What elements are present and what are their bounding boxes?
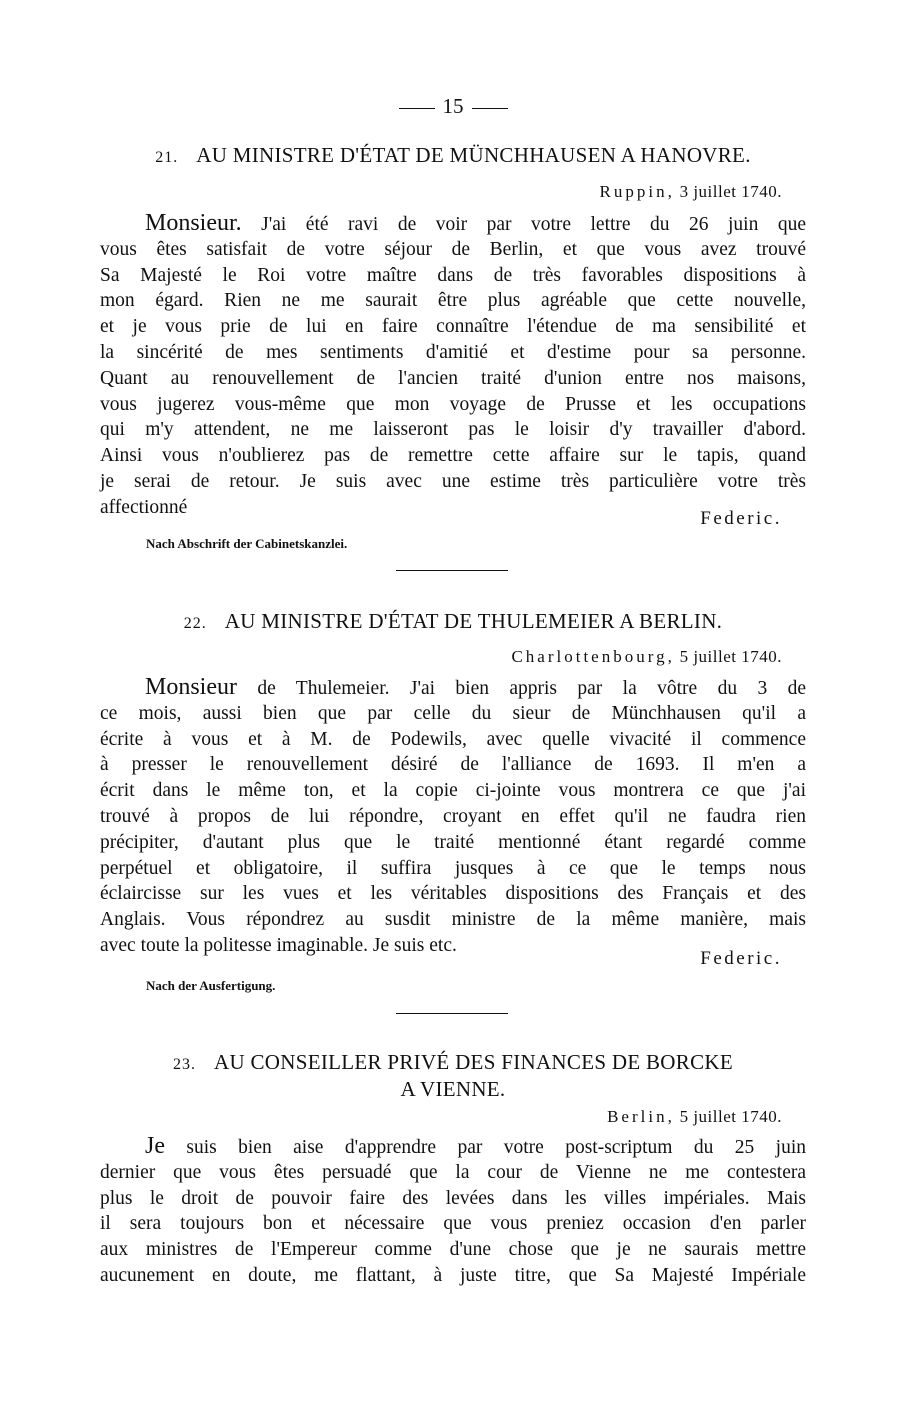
letter-22-source-note: Nach der Ausfertigung. bbox=[146, 978, 276, 993]
dateline-date: 5 juillet 1740. bbox=[679, 647, 782, 666]
dateline-place: Berlin, bbox=[607, 1107, 675, 1126]
body-line: Monsieur. J'ai été ravi de voir par votre lettre du 26 juin que bbox=[145, 210, 806, 236]
page-number-dash-right bbox=[472, 108, 508, 109]
letter-number: 21. bbox=[155, 149, 179, 166]
body-line: Anglais. Vous répondrez au susdit ministre de la même manière, mais bbox=[100, 909, 806, 931]
letter-23-dateline bbox=[607, 1107, 782, 1127]
letter-22-body bbox=[100, 675, 806, 959]
dateline-place: Charlottenbourg, bbox=[511, 647, 675, 666]
body-line: aux ministres de l'Empereur comme d'une chose que je ne saurais mettre bbox=[100, 1239, 806, 1261]
letter-21-signature: Federic. bbox=[700, 508, 782, 529]
body-line: écrite à vous et à M. de Podewils, avec quelle vivacité il commence bbox=[100, 728, 806, 750]
body-line: qui m'y attendent, ne me laisseront pas le loisir d'y travailler d'abord. bbox=[100, 419, 806, 441]
section-separator bbox=[396, 570, 508, 571]
letter-23-title-continued bbox=[100, 1077, 806, 1102]
letter-21-body bbox=[100, 211, 806, 521]
letter-heading-line-1: AU CONSEILLER PRIVÉ DES FINANCES DE BORCKE bbox=[214, 1050, 733, 1074]
body-line: Quant au renouvellement de l'ancien traité d'union entre nos maisons, bbox=[100, 367, 806, 389]
body-line: ce mois, aussi bien que par celle du sieur de Münchhausen qu'il a bbox=[100, 702, 806, 724]
body-line: Ainsi vous n'oublierez pas de remettre cette affaire sur le tapis, quand bbox=[100, 445, 806, 467]
section-separator bbox=[396, 1013, 508, 1014]
dateline-place: Ruppin, bbox=[599, 182, 675, 201]
letter-23-body bbox=[100, 1134, 806, 1289]
letter-23-title bbox=[100, 1050, 806, 1075]
letter-22-dateline bbox=[511, 647, 782, 667]
dateline-date: 5 juillet 1740. bbox=[679, 1107, 782, 1126]
first-word: Monsieur bbox=[145, 674, 237, 700]
body-line: plus le droit de pouvoir faire des levées dans les villes impériales. Mais bbox=[100, 1187, 806, 1209]
letter-22-signature: Federic. bbox=[700, 948, 782, 969]
letter-heading: AU MINISTRE D'ÉTAT DE MÜNCHHAUSEN A HANOVRE. bbox=[196, 143, 751, 167]
body-line: Sa Majesté le Roi votre maître dans de très favorables dispositions à bbox=[100, 264, 806, 286]
dateline-date: 3 juillet 1740. bbox=[679, 182, 782, 201]
body-line: dernier que vous êtes persuadé que la cour de Vienne ne me contestera bbox=[100, 1161, 806, 1183]
body-line: aucunement en doute, me flattant, à juste titre, que Sa Majesté Impériale bbox=[100, 1264, 806, 1286]
body-line: affectionné bbox=[100, 496, 188, 518]
body-line: trouvé à propos de lui répondre, croyant en effet qu'il ne faudra rien bbox=[100, 805, 806, 827]
body-line: avec toute la politesse imaginable. Je suis etc. bbox=[100, 934, 457, 956]
page-number bbox=[100, 94, 806, 119]
letter-number: 23. bbox=[173, 1056, 197, 1073]
body-line: à presser le renouvellement désiré de l'alliance de 1693. Il m'en a bbox=[100, 754, 806, 776]
letter-heading-line-2: A VIENNE. bbox=[400, 1077, 506, 1101]
body-line: Je suis bien aise d'apprendre par votre post-scriptum du 25 juin bbox=[145, 1133, 806, 1159]
page-number-dash-left bbox=[399, 108, 435, 109]
page-number-text: 15 bbox=[442, 94, 464, 118]
letter-21-title bbox=[100, 143, 806, 168]
body-line: vous êtes satisfait de votre séjour de Berlin, et que vous avez trouvé bbox=[100, 238, 806, 260]
body-line: écrit dans le même ton, et la copie ci-jointe vous montrera ce que j'ai bbox=[100, 780, 806, 802]
letter-21-dateline bbox=[600, 182, 782, 202]
letter-number: 22. bbox=[183, 615, 207, 632]
letter-heading: AU MINISTRE D'ÉTAT DE THULEMEIER A BERLIN. bbox=[224, 609, 723, 633]
body-line: et je vous prie de lui en faire connaître l'étendue de ma sensibilité et bbox=[100, 316, 806, 338]
body-line: précipiter, d'autant plus que le traité mentionné étant regardé comme bbox=[100, 831, 806, 853]
body-line: Monsieur de Thulemeier. J'ai bien appris par la vôtre du 3 de bbox=[145, 674, 806, 700]
body-line: perpétuel et obligatoire, il suffira jusques à ce que le temps nous bbox=[100, 857, 806, 879]
body-line: je serai de retour. Je suis avec une estime très particulière votre très bbox=[100, 470, 806, 492]
first-word: Monsieur. bbox=[145, 210, 242, 236]
letter-22-title bbox=[100, 609, 806, 634]
first-word: Je bbox=[145, 1133, 165, 1159]
body-line: éclaircisse sur les vues et les véritables dispositions des Français et des bbox=[100, 883, 806, 905]
letter-21-source-note: Nach Abschrift der Cabinetskanzlei. bbox=[146, 536, 348, 551]
body-line: mon égard. Rien ne me saurait être plus agréable que cette nouvelle, bbox=[100, 290, 806, 312]
body-line: il sera toujours bon et nécessaire que vous preniez occasion d'en parler bbox=[100, 1213, 806, 1235]
body-line: la sincérité de mes sentiments d'amitié et d'estime pour sa personne. bbox=[100, 341, 806, 363]
body-line: vous jugerez vous-même que mon voyage de Prusse et les occupations bbox=[100, 393, 806, 415]
